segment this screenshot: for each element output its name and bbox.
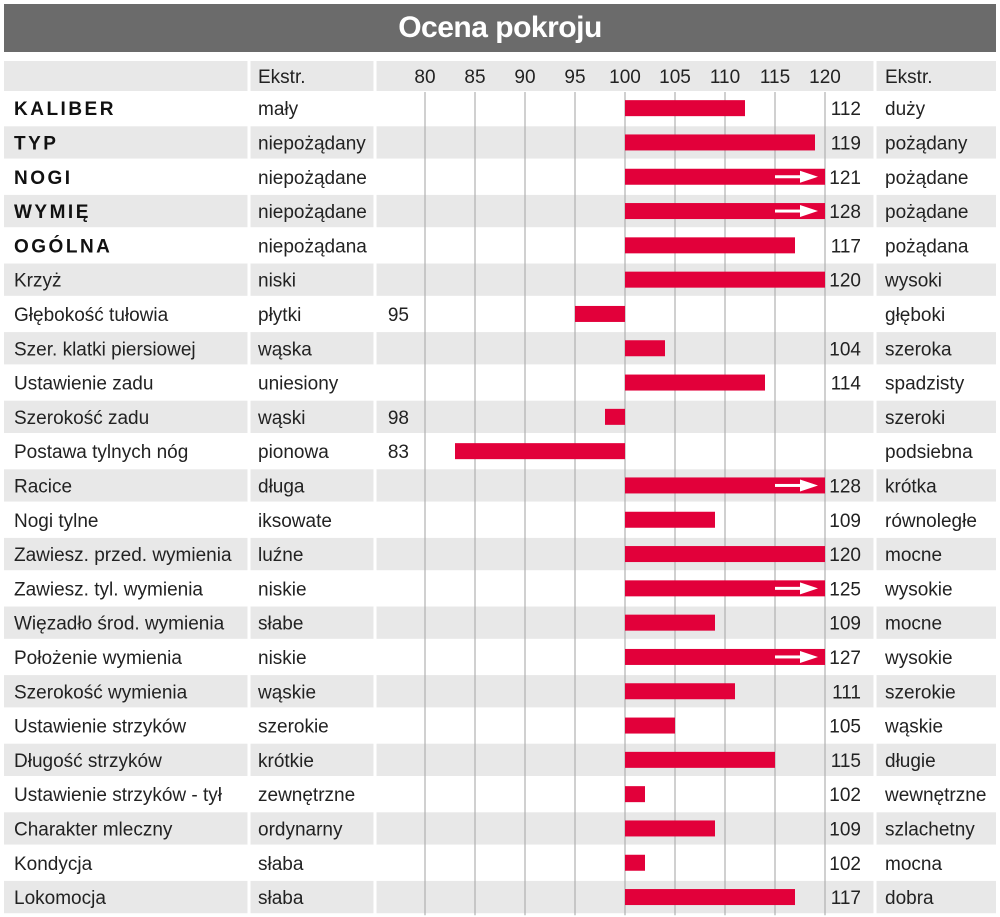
trait-name: TYP — [14, 133, 59, 155]
high-extreme-label: szlachetny — [885, 819, 975, 841]
value-label: 109 — [829, 510, 861, 532]
bar — [625, 272, 825, 288]
bar — [625, 512, 715, 528]
high-extreme-label: mocne — [885, 613, 943, 635]
high-extreme-label: szeroka — [885, 339, 952, 361]
value-label: 105 — [829, 716, 861, 738]
value-label: 128 — [829, 476, 861, 498]
tick-label: 115 — [759, 67, 791, 88]
overflow-arrow-stem — [775, 210, 800, 213]
high-extreme-label: długie — [885, 750, 936, 772]
trait-name: Położenie wymienia — [14, 647, 182, 669]
high-extreme-label: pożądany — [885, 133, 968, 155]
high-extreme-label: wysokie — [885, 647, 953, 669]
tick-label: 90 — [514, 67, 536, 88]
bar — [575, 306, 625, 322]
trait-name: Szer. klatki piersiowej — [14, 339, 196, 361]
low-extreme-label: wąski — [258, 407, 306, 429]
bar — [625, 718, 675, 734]
low-extreme-label: niepożądane — [258, 167, 367, 189]
high-extreme-label: spadzisty — [885, 373, 965, 395]
trait-name: Ustawienie strzyków - tył — [14, 785, 222, 807]
high-extreme-label: wysokie — [885, 579, 953, 601]
trait-name: Głębokość tułowia — [14, 304, 169, 326]
bar — [625, 375, 765, 391]
value-label: 102 — [829, 853, 861, 875]
high-extreme-label: mocna — [885, 853, 943, 875]
bar — [625, 134, 815, 150]
low-extreme-label: niskie — [258, 579, 307, 601]
trait-name: NOGI — [14, 167, 73, 189]
high-extreme-label: duży — [885, 99, 926, 121]
value-label: 114 — [830, 373, 861, 395]
high-extreme-label: głęboki — [885, 304, 946, 326]
low-extreme-label: słaba — [258, 853, 304, 875]
low-extreme-label: wąska — [258, 339, 312, 361]
value-label: 120 — [829, 270, 861, 292]
high-extreme-label: wewnętrzne — [885, 785, 987, 807]
bar — [455, 443, 625, 459]
bar — [605, 409, 625, 425]
overflow-arrow-stem — [775, 175, 800, 178]
low-extreme-label: niepożądane — [258, 202, 367, 224]
trait-name: Długość strzyków — [14, 750, 162, 772]
bar — [625, 752, 775, 768]
trait-name: KALIBER — [14, 99, 116, 121]
trait-name: Ustawienie zadu — [14, 373, 154, 395]
trait-name: Krzyż — [14, 270, 62, 292]
low-extreme-label: ordynarny — [258, 819, 343, 841]
trait-name: WYMIĘ — [14, 202, 91, 224]
tick-label: 85 — [464, 67, 486, 88]
low-extreme-label: mały — [258, 99, 299, 121]
bar — [625, 100, 745, 116]
low-extreme-label: pionowa — [258, 442, 329, 464]
low-extreme-label: szerokie — [258, 716, 329, 738]
tick-label: 100 — [609, 67, 641, 88]
trait-name: Ustawienie strzyków — [14, 716, 187, 738]
trait-name: Lokomocja — [14, 888, 106, 910]
low-extreme-label: niepożądana — [258, 236, 367, 258]
high-extreme-label: krótka — [885, 476, 937, 498]
chart-title: Ocena pokroju — [398, 11, 602, 44]
low-extreme-label: luźne — [258, 545, 304, 567]
overflow-arrow-stem — [775, 587, 800, 590]
trait-name: OGÓLNA — [14, 236, 113, 258]
trait-name: Szerokość wymienia — [14, 682, 188, 704]
trait-name: Zawiesz. tyl. wymienia — [14, 579, 203, 601]
value-label: 121 — [829, 167, 861, 189]
high-extreme-label: pożądane — [885, 202, 969, 224]
low-extreme-label: słabe — [258, 613, 304, 635]
value-label: 125 — [829, 579, 861, 601]
low-extreme-label: krótkie — [258, 750, 314, 772]
trait-name: Szerokość zadu — [14, 407, 150, 429]
value-label: 98 — [387, 407, 409, 429]
overflow-arrow-stem — [775, 655, 800, 658]
high-extreme-label: szeroki — [885, 407, 946, 429]
low-extreme-label: wąskie — [258, 682, 317, 704]
tick-label: 120 — [809, 67, 841, 88]
value-label: 83 — [387, 442, 409, 464]
tick-label: 105 — [659, 67, 691, 88]
low-extreme-label: słaba — [258, 888, 304, 910]
low-extreme-label: długa — [258, 476, 305, 498]
trait-name: Racice — [14, 476, 73, 498]
bar — [625, 237, 795, 253]
low-extreme-label: płytki — [258, 304, 302, 326]
overflow-arrow-stem — [775, 484, 800, 487]
tick-label: 110 — [709, 67, 741, 88]
bar — [625, 615, 715, 631]
tick-label: 80 — [414, 67, 436, 88]
value-label: 109 — [829, 613, 861, 635]
bar — [625, 889, 795, 905]
right-extreme-header: Ekstr. — [885, 67, 933, 88]
bar — [625, 820, 715, 836]
low-extreme-label: niepożądany — [258, 133, 366, 155]
high-extreme-label: dobra — [885, 888, 934, 910]
value-label: 95 — [387, 304, 409, 326]
trait-name: Więzadło środ. wymienia — [14, 613, 225, 635]
value-label: 112 — [830, 99, 861, 121]
high-extreme-label: wysoki — [885, 270, 943, 292]
value-label: 117 — [830, 888, 861, 910]
bar — [625, 786, 645, 802]
value-label: 128 — [829, 202, 861, 224]
header-shade — [4, 61, 996, 91]
value-label: 127 — [829, 647, 861, 669]
high-extreme-label: pożądana — [885, 236, 969, 258]
trait-name: Charakter mleczny — [14, 819, 173, 841]
value-label: 119 — [830, 133, 861, 155]
value-label: 104 — [829, 339, 861, 361]
value-label: 111 — [832, 682, 861, 704]
high-extreme-label: wąskie — [885, 716, 944, 738]
value-label: 120 — [829, 545, 861, 567]
bar — [625, 340, 665, 356]
row-shade — [4, 401, 996, 433]
value-label: 117 — [830, 236, 861, 258]
bar — [625, 855, 645, 871]
low-extreme-label: zewnętrzne — [258, 785, 356, 807]
low-extreme-label: niski — [258, 270, 297, 292]
high-extreme-label: podsiebna — [885, 442, 973, 464]
bar — [625, 546, 825, 562]
trait-name: Zawiesz. przed. wymienia — [14, 545, 232, 567]
high-extreme-label: mocne — [885, 545, 943, 567]
value-label: 102 — [829, 785, 861, 807]
high-extreme-label: równoległe — [885, 510, 977, 532]
trait-name: Postawa tylnych nóg — [14, 442, 189, 464]
low-extreme-label: niskie — [258, 647, 307, 669]
high-extreme-label: szerokie — [885, 682, 956, 704]
left-extreme-header: Ekstr. — [258, 67, 306, 88]
trait-name: Nogi tylne — [14, 510, 99, 532]
high-extreme-label: pożądane — [885, 167, 969, 189]
tick-label: 95 — [564, 67, 586, 88]
low-extreme-label: uniesiony — [258, 373, 339, 395]
trait-name: Kondycja — [14, 853, 93, 875]
bar — [625, 683, 735, 699]
low-extreme-label: iksowate — [258, 510, 332, 532]
value-label: 109 — [829, 819, 861, 841]
value-label: 115 — [830, 750, 861, 772]
